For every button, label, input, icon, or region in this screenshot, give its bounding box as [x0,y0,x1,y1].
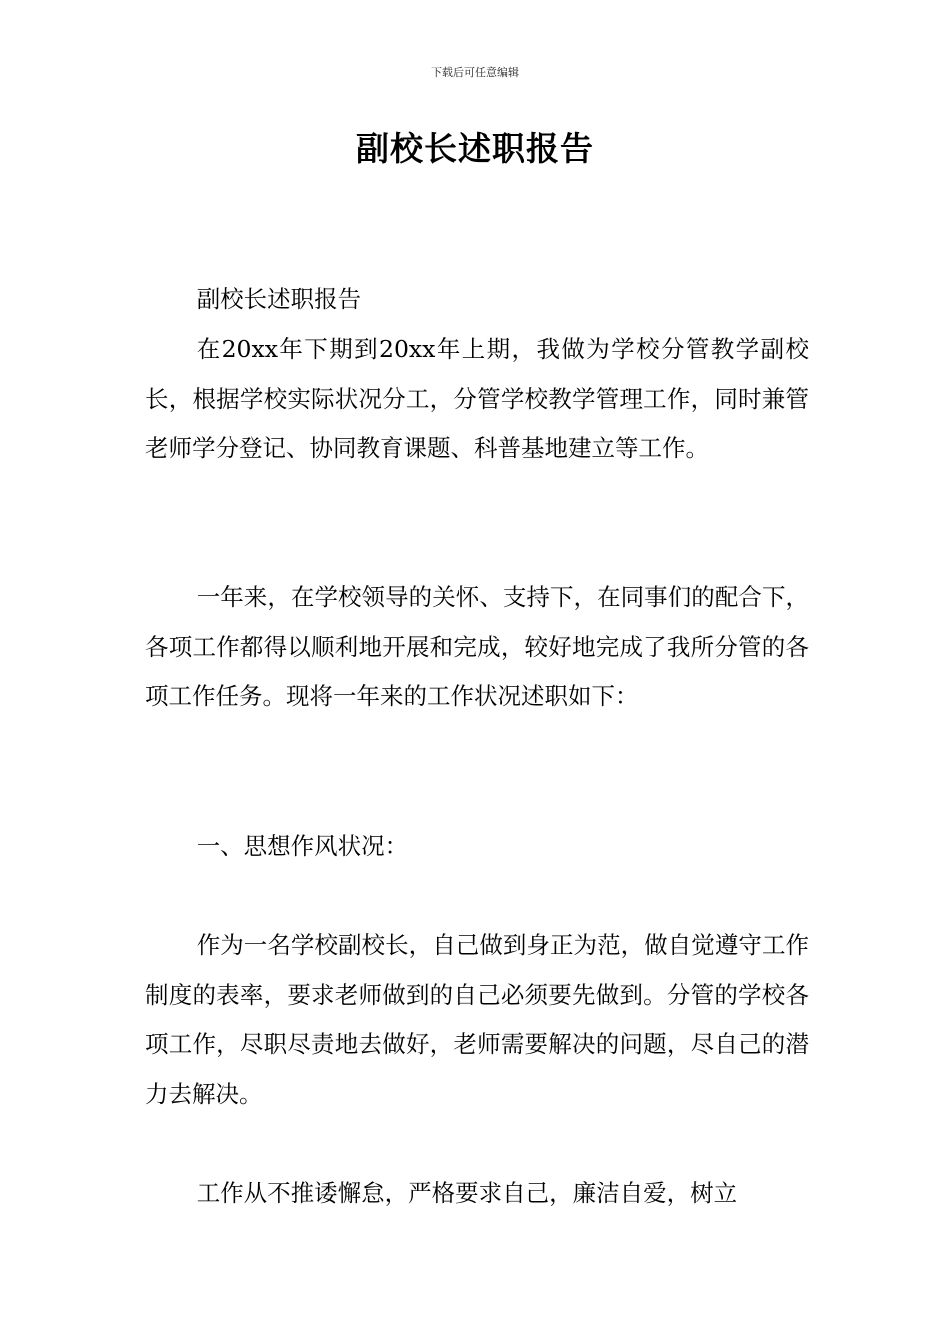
section-heading-1 [145,822,809,872]
paragraph-diligence [145,1169,809,1219]
paragraph-overview [145,573,809,722]
paragraph-intro [145,325,809,474]
paragraph-subtitle [145,275,809,325]
paragraph-text: 工作从不推诿懈怠，严格要求自己，廉洁自爱，树立 [196,1179,738,1207]
paragraph-text: 一年来，在学校领导的关怀、支持下，在同事们的配合下，各项工作都得以顺利地开展和完成，较好地完成了我所分管的各项工作任务。现将一年来的工作状况述职如下： [145,583,809,710]
paragraph-text: 副校长述职报告 [196,285,362,313]
document-title: 副校长述职报告 [356,129,594,168]
paragraph-text: 在20xx年下期到20xx年上期，我做为学校分管教学副校长，根据学校实际状况分工，分管学校教学管理工作，同时兼管老师学分登记、协同教育课题、科普基地建立等工作。 [145,335,809,462]
header-note: 下载后可任意编辑 [431,66,519,79]
paragraph-text: 一、思想作风状况： [196,832,409,860]
paragraph-conduct [145,921,809,1119]
paragraph-text: 作为一名学校副校长，自己做到身正为范，做自觉遵守工作制度的表率，要求老师做到的自己必须要先做到。分管的学校各项工作，尽职尽责地去做好，老师需要解决的问题，尽自己的潜力去解决。 [145,931,809,1108]
